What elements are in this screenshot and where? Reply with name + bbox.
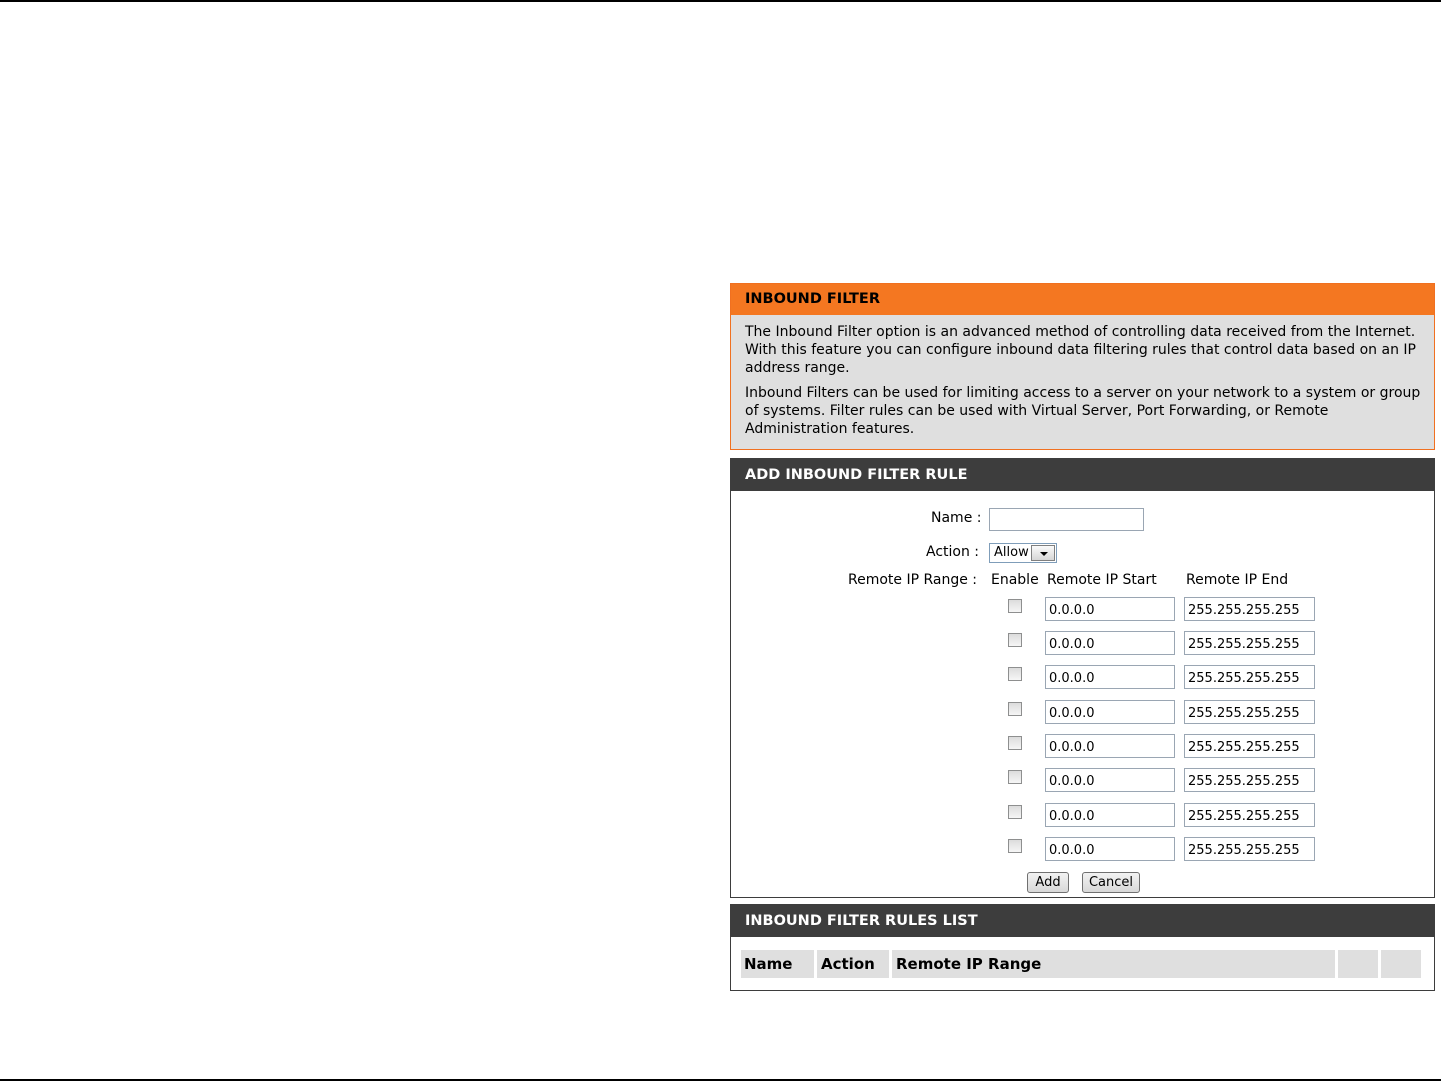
column-header-remote-ip-range: Remote IP Range bbox=[896, 955, 1042, 973]
enable-checkbox[interactable] bbox=[1008, 770, 1022, 784]
column-header-name: Name bbox=[744, 955, 793, 973]
inbound-filter-info-panel bbox=[730, 283, 1435, 450]
enable-checkbox[interactable] bbox=[1008, 736, 1022, 750]
remote-ip-end-input[interactable] bbox=[1184, 837, 1315, 861]
remote-ip-end-input[interactable] bbox=[1184, 803, 1315, 827]
remote-ip-end-input[interactable] bbox=[1184, 665, 1315, 689]
remote-ip-start-header: Remote IP Start bbox=[1047, 572, 1157, 588]
remote-ip-start-input[interactable] bbox=[1045, 631, 1175, 655]
chevron-down-icon[interactable] bbox=[1031, 545, 1055, 561]
action-select-value: Allow bbox=[994, 545, 1029, 560]
column-divider bbox=[814, 950, 817, 978]
remote-ip-end-input[interactable] bbox=[1184, 768, 1315, 792]
enable-checkbox[interactable] bbox=[1008, 805, 1022, 819]
info-panel-title: INBOUND FILTER bbox=[731, 284, 1434, 315]
enable-checkbox[interactable] bbox=[1008, 702, 1022, 716]
cancel-button[interactable]: Cancel bbox=[1082, 872, 1140, 893]
remote-ip-start-input[interactable] bbox=[1045, 768, 1175, 792]
remote-ip-start-input[interactable] bbox=[1045, 665, 1175, 689]
add-rule-title: ADD INBOUND FILTER RULE bbox=[731, 459, 1434, 491]
info-p1-line1: The Inbound Filter option is an advanced method of controlling data received from the Internet. bbox=[745, 324, 1416, 340]
rules-list-table-header bbox=[741, 950, 1421, 978]
info-p2-line3: Administration features. bbox=[745, 421, 915, 437]
enable-checkbox[interactable] bbox=[1008, 633, 1022, 647]
add-button[interactable]: Add bbox=[1027, 872, 1069, 893]
remote-ip-end-header: Remote IP End bbox=[1186, 572, 1289, 588]
info-paragraph-2 bbox=[731, 384, 1434, 438]
remote-ip-start-input[interactable] bbox=[1045, 734, 1175, 758]
info-p2-line1: Inbound Filters can be used for limiting access to a server on your network to a system or group bbox=[745, 385, 1421, 401]
remote-ip-end-input[interactable] bbox=[1184, 631, 1315, 655]
remote-ip-start-input[interactable] bbox=[1045, 803, 1175, 827]
rules-list-title: INBOUND FILTER RULES LIST bbox=[731, 905, 1434, 937]
remote-ip-range-label: Remote IP Range : bbox=[848, 572, 978, 588]
remote-ip-start-input[interactable] bbox=[1045, 837, 1175, 861]
column-header-action: Action bbox=[821, 955, 875, 973]
action-label: Action : bbox=[926, 544, 980, 560]
info-paragraph-1 bbox=[731, 323, 1434, 377]
column-divider bbox=[1335, 950, 1338, 978]
enable-checkbox[interactable] bbox=[1008, 839, 1022, 853]
enable-column-header: Enable bbox=[991, 572, 1039, 588]
action-select[interactable] bbox=[989, 543, 1057, 563]
remote-ip-start-input[interactable] bbox=[1045, 597, 1175, 621]
info-p1-line3: address range. bbox=[745, 360, 850, 376]
remote-ip-start-input[interactable] bbox=[1045, 700, 1175, 724]
column-divider bbox=[889, 950, 892, 978]
name-input[interactable] bbox=[989, 508, 1144, 531]
info-p2-line2: of systems. Filter rules can be used with Virtual Server, Port Forwarding, or Remote bbox=[745, 403, 1329, 419]
enable-checkbox[interactable] bbox=[1008, 667, 1022, 681]
enable-checkbox[interactable] bbox=[1008, 599, 1022, 613]
info-p1-line2: With this feature you can configure inbound data filtering rules that control data based on an IP bbox=[745, 342, 1416, 358]
remote-ip-end-input[interactable] bbox=[1184, 734, 1315, 758]
remote-ip-end-input[interactable] bbox=[1184, 597, 1315, 621]
name-label: Name : bbox=[931, 510, 982, 526]
top-divider bbox=[0, 0, 1441, 2]
remote-ip-end-input[interactable] bbox=[1184, 700, 1315, 724]
column-divider bbox=[1378, 950, 1381, 978]
